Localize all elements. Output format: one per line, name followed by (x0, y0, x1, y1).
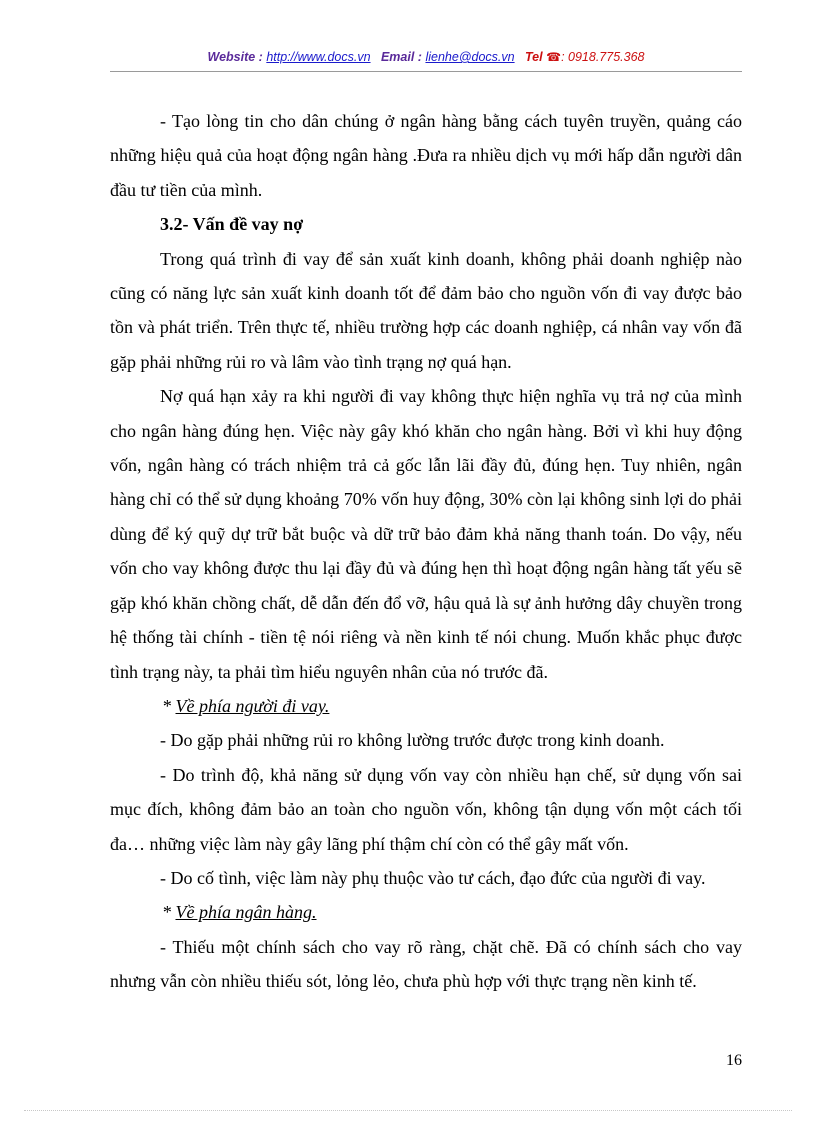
subheading-borrower (110, 689, 742, 723)
email-label: Email (380, 50, 415, 64)
paragraph-policy: - Thiếu một chính sách cho vay rõ ràng, chặt chẽ. Đã có chính sách cho vay nhưng vẫn còn nhiều thiếu sót, lỏng lẻo, chưa phù hợp với thực trạng nền kinh tế. (110, 936, 742, 992)
tel-number: : 0918.775.368 (561, 50, 645, 64)
website-label: Website : (207, 50, 263, 64)
paragraph-intent: - Do cố tình, việc làm này phụ thuộc vào tư cách, đạo đức của người đi vay. (160, 867, 706, 888)
section-heading: 3.2- Vấn đề vay nợ (160, 214, 304, 235)
document-body (110, 104, 742, 999)
subheading-bank-text: Về phía ngân hàng. (175, 902, 317, 923)
website-link[interactable]: http://www.docs.vn (266, 50, 371, 64)
email-link[interactable]: lienhe@docs.vn (425, 50, 515, 64)
paragraph-capability: - Do trình độ, khả năng sử dụng vốn vay còn nhiều hạn chế, sử dụng vốn sai mục đích, không đảm bảo an toàn cho nguồn vốn, không tận dụng vốn một cách tối đa… những việc làm này gây lãng phí thậm chí còn có thể gây mất vốn. (110, 764, 742, 854)
header-divider (110, 71, 742, 72)
paragraph-trust: - Tạo lòng tin cho dân chúng ở ngân hàng bằng cách tuyên truyền, quảng cáo những hiệu quả của hoạt động ngân hàng .Đưa ra nhiều dịch vụ mới hấp dẫn người dân đầu tư tiền của mình. (110, 111, 742, 200)
subheading-bullet: * (162, 902, 176, 923)
tel-label: Tel (525, 50, 543, 64)
subheading-borrower-text: Về phía người đi vay. (175, 695, 330, 716)
paragraph-borrowing: Trong quá trình đi vay để sản xuất kinh doanh, không phải doanh nghiệp nào cũng có năng lực sản xuất kinh doanh tốt để đảm bảo cho nguồn vốn đi vay được bảo tồn và phát triển. Trên thực tế, nhiều trường hợp các doanh nghiệp, cá nhân vay vốn đã gặp phải những rủi ro và lâm vào tình trạng nợ quá hạn. (110, 248, 742, 372)
paragraph-risk: - Do gặp phải những rủi ro không lường trước được trong kinh doanh. (160, 730, 665, 751)
page-bottom-divider (24, 1110, 792, 1111)
phone-icon: ☎ (546, 50, 562, 64)
subheading-bank (110, 895, 742, 929)
page-header (110, 50, 742, 72)
page-number: 16 (726, 1052, 742, 1069)
email-separator: : (414, 50, 422, 64)
paragraph-overdue-debt: Nợ quá hạn xảy ra khi người đi vay không thực hiện nghĩa vụ trả nợ của mình cho ngân hàng đúng hẹn. Việc này gây khó khăn cho ngân hàng. Bởi vì khi huy động vốn, ngân hàng có trách nhiệm trả cả gốc lẫn lãi đầy đủ, đúng hẹn. Tuy nhiên, ngân hàng chỉ có thể sử dụng khoảng 70% vốn huy động, 30% còn lại không sinh lợi do phải dùng để ký quỹ dự trữ bắt buộc và dữ trữ bảo đảm khả năng thanh toán. Do vậy, nếu vốn cho vay không được thu lại đầy đủ và đúng hẹn thì hoạt động ngân hàng tất yếu sẽ gặp khó khăn chồng chất, dễ dẫn đến đổ vỡ, hậu quả là sự ảnh hưởng dây chuyền trong hệ thống tài chính - tiền tệ nói riêng và nền kinh tế nói chung. Muốn khắc phục được tình trạng này, ta phải tìm hiểu nguyên nhân của nó trước đã. (110, 386, 742, 682)
subheading-bullet: * (162, 695, 176, 716)
